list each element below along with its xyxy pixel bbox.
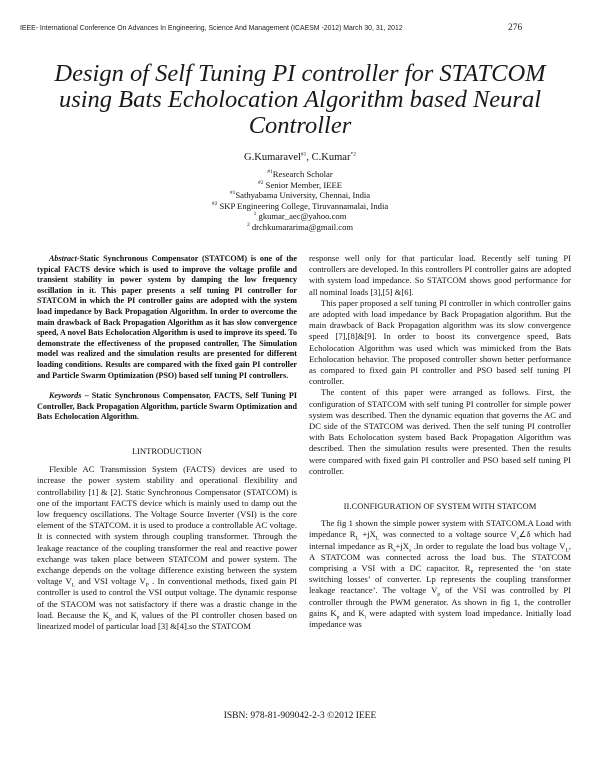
affil-text: Research Scholar [272,169,333,179]
text-run: of the VSI was controlled by PI controller through the PWM generator. As shown in fig 1, the controller gains K [309,585,571,618]
keywords [37,391,297,423]
page-number: 276 [508,23,523,33]
intro-paragraph [37,464,297,632]
body-paragraph: response well only for that particular load. Recently self tuning PI controllers are developed. In this controllers PI controller gains are adopted with system load impedance. So STATCOM shows good performance for all nominal loads [3],[5] &[6]. [309,253,571,297]
subscript: s [408,547,412,554]
author-email: drchkumararima@gmail.com [249,221,354,232]
author-name: C.Kumar [311,152,351,163]
text-run: represented the ‘on state switching losses’ of converter. Lp represents the coupling transformer leakage reactance’. The voltage V [309,563,571,596]
affil-mark: 2 [246,222,250,229]
author-separator: , [306,152,312,163]
left-column [37,254,297,632]
text-run: .In order to regulate the load bus voltage V [411,540,566,551]
text-run: and K [339,607,365,618]
text-run: +jX [358,529,376,540]
right-column [309,253,571,630]
keywords-text: – Static Synchronous Compensator, FACTS, Self Tuning PI Controller, Back Propagation Algorithm, particle Swarm Optimization and Bats Echolocation Algorithm. [37,391,297,422]
subscript: P [145,582,149,589]
author-mark: *2 [350,151,356,158]
affil-text: Senior Member, IEEE [263,179,342,190]
affil-text: Sathyabama University, Chennai, India [235,190,371,201]
email-line [100,211,500,222]
keywords-label: Keywords [49,391,82,401]
text-run: . In conventional methods, fixed gain PI controller is used to control the VSI output voltage. The dynamic response of the STACOM was not satisfactory if there was a drastic change in the load. Because the K [37,576,297,620]
conference-name: IEEE- International Conference On Advances In Engineering, Science And Management (ICAESM -2012) March 30, 31, 2012 [20,25,403,32]
text-run: ∠δ which had internal impedance as R [309,529,571,551]
text-run: was connected to a voltage source V [379,529,517,540]
body-paragraph: This paper proposed a self tuning PI controller in which controller gains are adopted with load impedance by Back Propagation algorithm. But the main drawback of Back Propagation algorithm was its slow convergence speed [7],[8]&[9]. In order to boost its convergence speed, Bats Echolocation Algorithm was used which was mimicked from the Bats Echolocation behavior. The proposed controller shown better performance as compared to fixed gain PI controller and PSO based self tuning PI controller. [309,297,571,387]
text-run: and VSI voltage V [75,576,146,587]
author-email: gkumar_aec@yahoo.com [256,211,347,222]
text-run: and K [111,609,137,620]
body-paragraph: The content of this paper were arranged as follows. First, the configuration of STATCOM with self tuning PI controller for simple power system was described. Then the dynamic equation that governs the AC and DC side of the STATCOM was derived. Then the self tuning PI controller with Bats Echolocation system based Back Propagation Algorithm was described. Then the simulation results were presented. Then the results were compared with fixed gain PI controller and PSO based self tuning PI controller. [309,387,571,476]
text-run: +jX [395,540,409,551]
subscript: P [470,569,474,576]
section-heading-introduction: I.INTRODUCTION [132,445,202,456]
text-run: The fig 1 shown the simple power system with STATCOM.A Load with impedance R [309,518,571,540]
affil-mark: #1 [229,190,236,197]
author-name: G.Kumaravel [244,152,301,163]
affiliations [100,169,500,233]
affiliation-line [100,180,500,191]
subscript: p [109,616,112,623]
abstract-label: Abstract- [49,254,80,263]
subscript: L [71,582,76,589]
title-line-2: using Bats Echolocation Algorithm based Neural [58,86,542,113]
author-mark: #1 [300,151,307,158]
title-line-3: Controller [248,112,352,139]
subscript: s [516,536,519,543]
subscript: p [336,614,340,621]
affiliation-line [100,190,500,201]
text-run: were adapted with system load impedance. Initially load impedance was [309,607,571,630]
paper-title [40,61,560,139]
affil-mark: #2 [211,200,218,207]
abstract [37,254,297,381]
text-run: , A STATCOM was connected across the load bus. The STATCOM comprising a VSI with a DC capacitor. R [309,540,571,574]
body-paragraph [309,518,571,630]
affiliation-line [100,169,500,180]
running-header [20,25,580,32]
email-line [100,222,500,233]
subscript: i [364,614,367,621]
title-line-1: Design of Self Tuning PI controller for STATCOM [54,60,546,87]
affil-mark: 1 [253,211,257,218]
subscript: i [136,616,139,623]
affil-text: SKP Engineering College, Tiruvannamalai, India [217,200,389,211]
affil-mark: #2 [258,179,264,186]
affiliation-line [100,201,500,212]
affil-mark: #1 [267,169,273,176]
author-list [100,152,500,163]
text-run: values of the PI controller chosen based on linearized model of particular load [3] &[4].so the STATCOM [37,609,297,631]
subscript: p [437,592,441,599]
abstract-text: Static Synchronous Compensator (STATCOM) is one of the typical FACTS device which is used to improve the voltage profile and transient stability in power system by damping the low frequency oscillation in it. This paper presents a self tuning PI controller for STATCOM in which the PI controller gains are adopted with the system load impedance by Back Propagation Algorithm. In order to overcome the main drawback of Back Propagation Algorithm as it has slow convergence speed, A novel Bats Echolocation Algorithm is used to improve its speed. To demonstrate the effectiveness of the proposed controller, The Simulation model was realized and the simulation results are presented for different loading conditions. Results are compared with the fixed gain PI controller and Particle Swarm Optimization (PSO) based self tuning PI controllers. [37,254,297,380]
subscript: L [375,536,380,543]
subscript: L [565,547,569,554]
subscript: L [355,536,359,543]
isbn-footer: ISBN: 978-81-909042-2-3 ©2012 IEEE [223,711,377,721]
section-heading-configuration: II.CONFIGURATION OF SYSTEM WITH STATCOM [343,501,537,512]
text-run: Flexible AC Transmission System (FACTS) devices are used to increase the power system stability and operational flexibility and controllability [1] & [2]. Static Synchronous Compensator (STATCOM) is one of the important FACTS device which is mainly used to damp out the low frequency oscillations. The Voltage Source Inverter (VSI) is the core element of the STATCOM. it is used to produce a controllable AC voltage. It is connected with system through coupling transformer. Through the leakage reactance of the coupling transformer the real and reactive power exchange was taken place between STATCOM and power system. The exchange depends on the voltage difference existing between the system voltage V [37,464,297,587]
subscript: s [393,547,396,554]
